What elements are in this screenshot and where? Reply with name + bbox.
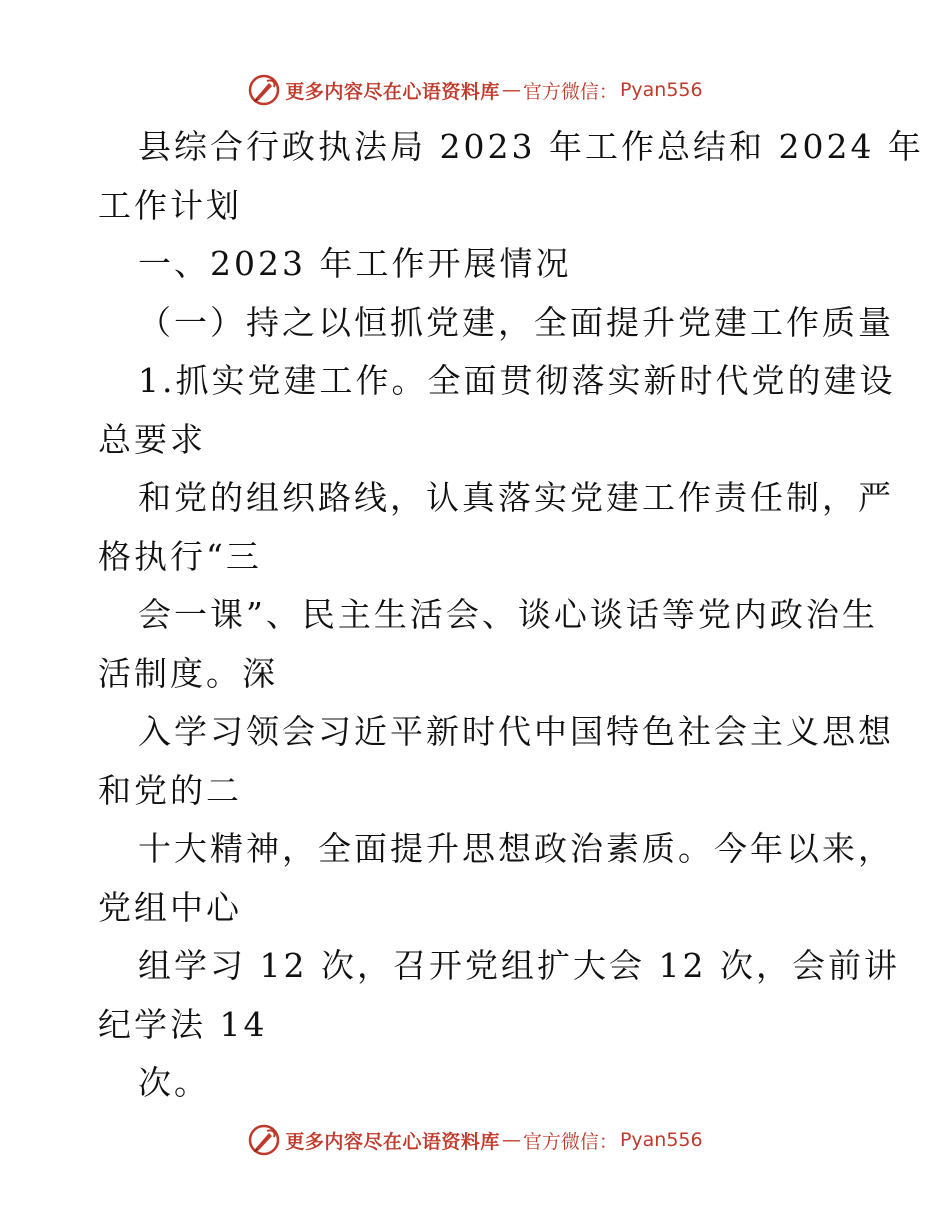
section-heading: 一、2023 年工作开展情况 (138, 244, 572, 283)
paragraph-line: 入学习领会习近平新时代中国特色社会主义思想 (138, 712, 894, 751)
banner-dash: — (501, 1129, 521, 1151)
paragraph-line: 和党的二 (98, 770, 242, 810)
banner-wechat-label: 官方微信： (522, 1130, 618, 1153)
paragraph-line: 格执行“三 (98, 536, 262, 576)
banner-title: 更多内容尽在心语资料库 (285, 80, 500, 103)
doc-title-line-2: 工作计划 (98, 185, 242, 225)
banner-dash: — (501, 79, 521, 101)
paragraph-line: 纪学法 14 (98, 1004, 268, 1044)
paragraph-line: 会一课”、民主生活会、谈心谈话等党内政治生 (138, 595, 878, 634)
pen-logo-icon (247, 1123, 281, 1157)
header-banner (0, 72, 950, 108)
pen-logo-icon (247, 73, 281, 107)
paragraph-line: 党组中心 (98, 887, 242, 927)
banner-wechat-id: Pyan556 (619, 1129, 703, 1151)
document-body (98, 118, 924, 1113)
paragraph-line: 组学习 12 次，召开党组扩大会 12 次，会前讲 (138, 946, 900, 985)
banner-wechat-id: Pyan556 (619, 79, 703, 101)
paragraph-line: 次。 (138, 1063, 210, 1102)
doc-title-line-1: 县综合行政执法局 2023 年工作总结和 2024 年 (138, 127, 924, 166)
banner-title: 更多内容尽在心语资料库 (285, 1130, 500, 1153)
subsection-heading: （一）持之以恒抓党建，全面提升党建工作质量 (138, 302, 894, 342)
banner-wechat-label: 官方微信： (522, 80, 618, 103)
paragraph-line: 1.抓实党建工作。全面贯彻落实新时代党的建设 (138, 361, 896, 400)
paragraph-line: 总要求 (98, 419, 206, 459)
paragraph-line: 和党的组织路线，认真落实党建工作责任制，严 (138, 478, 894, 517)
paragraph-line: 活制度。深 (98, 653, 278, 693)
paragraph-line: 十大精神，全面提升思想政治素质。今年以来， (138, 829, 894, 868)
footer-banner (0, 1122, 950, 1158)
